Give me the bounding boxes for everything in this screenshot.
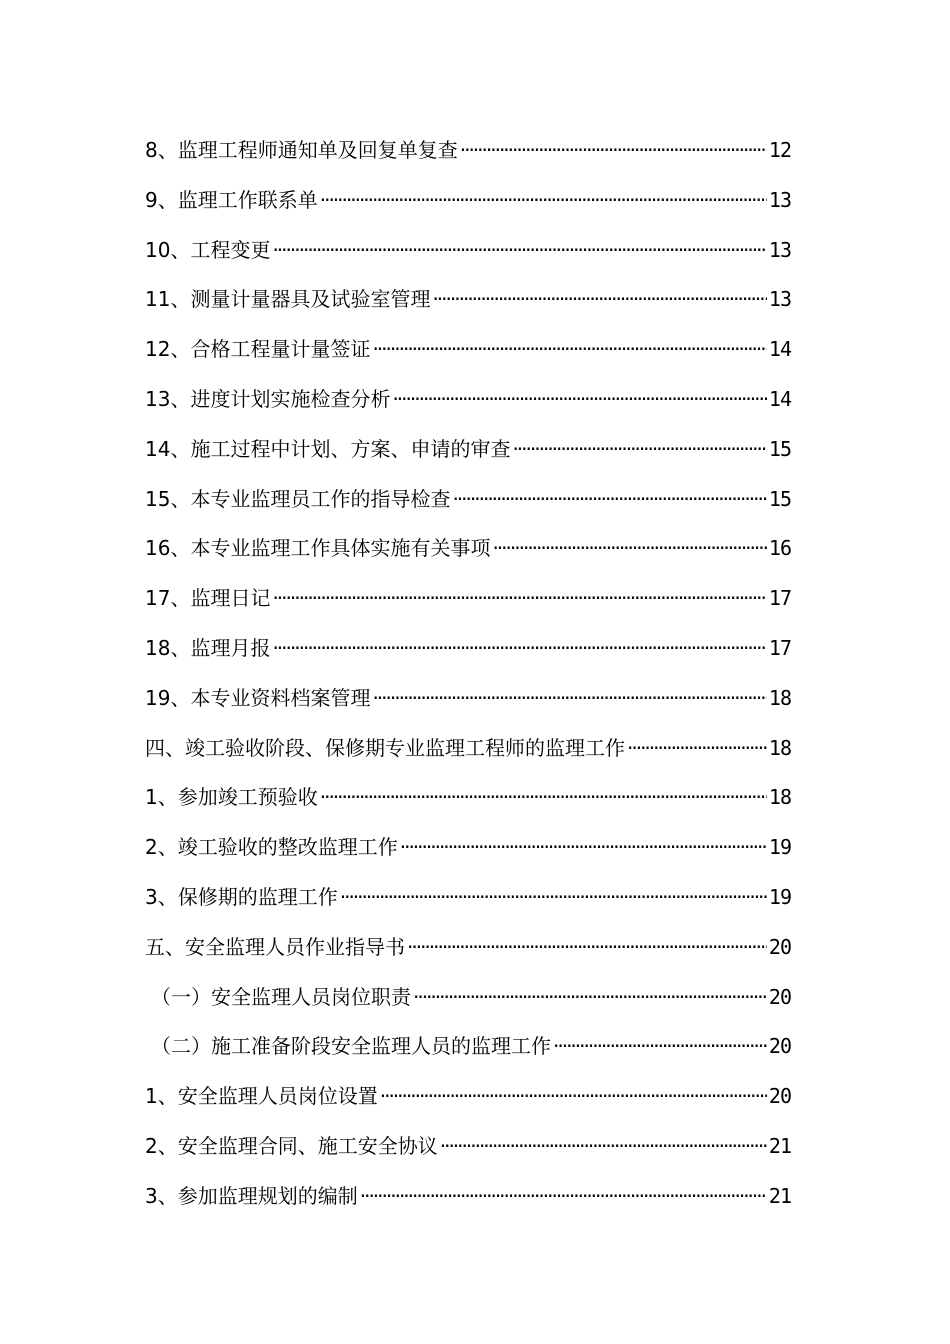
- toc-dot-leader: [452, 475, 766, 525]
- toc-entry[interactable]: [145, 1072, 791, 1122]
- toc-entry[interactable]: [145, 425, 791, 475]
- toc-entry-title: 13、进度计划实施检查分析: [145, 386, 391, 411]
- toc-entry[interactable]: [145, 226, 791, 276]
- toc-page-number: 21: [768, 1133, 791, 1158]
- toc-entry-title: 15、本专业监理员工作的指导检查: [145, 486, 451, 511]
- toc-dot-leader: [340, 873, 767, 923]
- toc-dot-leader: [380, 1072, 767, 1122]
- toc-page-number: 20: [768, 934, 791, 959]
- toc-dot-leader: [360, 1172, 767, 1222]
- toc-entry-title: 11、测量计量器具及试验室管理: [145, 287, 431, 312]
- toc-page-number: 16: [768, 536, 791, 561]
- toc-entry[interactable]: [145, 773, 791, 823]
- toc-dot-leader: [320, 176, 767, 226]
- toc-entry-title: 19、本专业资料档案管理: [145, 685, 371, 710]
- toc-entry[interactable]: [145, 823, 791, 873]
- toc-page-number: 14: [768, 386, 791, 411]
- toc-entry[interactable]: [145, 973, 791, 1023]
- toc-entry[interactable]: [145, 524, 791, 574]
- toc-entry[interactable]: [145, 1172, 791, 1222]
- toc-entry-title: 1、参加竣工预验收: [145, 785, 318, 810]
- toc-dot-leader: [440, 1122, 767, 1172]
- toc-dot-leader: [372, 674, 766, 724]
- toc-entry[interactable]: [145, 674, 791, 724]
- toc-dot-leader: [413, 973, 767, 1023]
- toc-page-number: 13: [768, 237, 791, 262]
- toc-entry[interactable]: [145, 624, 791, 674]
- toc-dot-leader: [392, 375, 766, 425]
- toc-entry[interactable]: [145, 375, 791, 425]
- toc-entry[interactable]: [145, 126, 791, 176]
- toc-dot-leader: [272, 574, 766, 624]
- toc-page-number: 12: [768, 138, 791, 162]
- toc-dot-leader: [492, 524, 766, 574]
- toc-page-number: 19: [768, 884, 791, 909]
- table-of-contents: [145, 126, 791, 1222]
- toc-entry-title: 3、保修期的监理工作: [145, 884, 338, 909]
- toc-entry-title: 10、工程变更: [145, 237, 271, 262]
- toc-entry-title: （二）施工准备阶段安全监理人员的监理工作: [151, 1034, 551, 1059]
- toc-entry[interactable]: [145, 176, 791, 226]
- toc-entry-title: 14、施工过程中计划、方案、申请的审查: [145, 436, 511, 461]
- toc-entry[interactable]: [145, 1022, 791, 1072]
- toc-entry-title: 3、参加监理规划的编制: [145, 1183, 358, 1208]
- toc-dot-leader: [320, 773, 767, 823]
- toc-page-number: 13: [768, 187, 791, 212]
- toc-entry-title: 9、监理工作联系单: [145, 187, 318, 212]
- toc-entry-title: 18、监理月报: [145, 635, 271, 660]
- toc-entry[interactable]: [145, 475, 791, 525]
- toc-entry-title: 8、监理工程师通知单及回复单复查: [145, 138, 458, 162]
- toc-entry[interactable]: [145, 574, 791, 624]
- toc-dot-leader: [372, 325, 766, 375]
- toc-page-number: 18: [768, 785, 791, 810]
- toc-entry-title: 2、竣工验收的整改监理工作: [145, 835, 398, 860]
- toc-entry-title: 17、监理日记: [145, 586, 271, 611]
- toc-page-number: 15: [768, 436, 791, 461]
- toc-page-number: 20: [768, 1034, 791, 1059]
- toc-entry[interactable]: [145, 724, 791, 774]
- toc-page-number: 18: [768, 685, 791, 710]
- toc-entry-title: （一）安全监理人员岗位职责: [151, 984, 411, 1009]
- toc-page-number: 20: [768, 1084, 791, 1109]
- toc-entry[interactable]: [145, 275, 791, 325]
- toc-dot-leader: [400, 823, 767, 873]
- toc-dot-leader: [272, 226, 766, 276]
- toc-entry-title: 四、竣工验收阶段、保修期专业监理工程师的监理工作: [145, 735, 625, 760]
- toc-page-number: 21: [768, 1183, 791, 1208]
- toc-page-number: 17: [768, 635, 791, 660]
- toc-entry-title: 1、安全监理人员岗位设置: [145, 1084, 378, 1109]
- toc-dot-leader: [407, 923, 767, 973]
- toc-entry-title: 五、安全监理人员作业指导书: [145, 934, 405, 959]
- toc-dot-leader: [432, 275, 766, 325]
- toc-entry-title: 2、安全监理合同、施工安全协议: [145, 1133, 438, 1158]
- toc-entry-title: 16、本专业监理工作具体实施有关事项: [145, 536, 491, 561]
- toc-page-number: 19: [768, 835, 791, 860]
- toc-page-number: 20: [768, 984, 791, 1009]
- toc-dot-leader: [627, 724, 767, 774]
- toc-dot-leader: [460, 126, 767, 176]
- toc-page-number: 13: [768, 287, 791, 312]
- toc-page-number: 14: [768, 337, 791, 362]
- toc-entry[interactable]: [145, 325, 791, 375]
- toc-entry-title: 12、合格工程量计量签证: [145, 337, 371, 362]
- toc-dot-leader: [553, 1022, 767, 1072]
- toc-entry[interactable]: [145, 873, 791, 923]
- toc-entry[interactable]: [145, 1122, 791, 1172]
- toc-page-number: 15: [768, 486, 791, 511]
- toc-dot-leader: [512, 425, 766, 475]
- toc-page-number: 18: [768, 735, 791, 760]
- toc-dot-leader: [272, 624, 766, 674]
- toc-page-number: 17: [768, 586, 791, 611]
- toc-entry[interactable]: [145, 923, 791, 973]
